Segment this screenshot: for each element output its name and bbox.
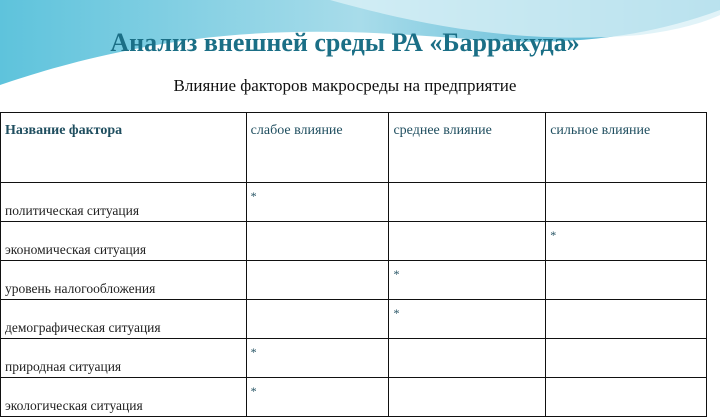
influence-mark <box>546 183 707 222</box>
influence-mark: * <box>389 261 546 300</box>
header-factor-name: Название фактора <box>1 113 247 183</box>
influence-mark <box>546 261 707 300</box>
table-row <box>1 378 707 417</box>
influence-mark <box>546 378 707 417</box>
influence-mark: * <box>246 183 389 222</box>
factors-table <box>0 112 707 417</box>
header-strong: сильное влияние <box>546 113 707 183</box>
header-weak: слабое влияние <box>246 113 389 183</box>
influence-mark: * <box>389 300 546 339</box>
influence-mark <box>389 378 546 417</box>
influence-mark <box>389 222 546 261</box>
table-row <box>1 222 707 261</box>
influence-mark <box>246 300 389 339</box>
page-title: Анализ внешней среды РА «Барракуда» <box>110 28 580 57</box>
influence-mark <box>389 183 546 222</box>
factor-name: демографическая ситуация <box>1 300 247 339</box>
factor-name: экономическая ситуация <box>1 222 247 261</box>
table-row <box>1 300 707 339</box>
influence-mark <box>246 222 389 261</box>
influence-mark <box>546 339 707 378</box>
header-medium: среднее влияние <box>389 113 546 183</box>
table-row <box>1 183 707 222</box>
factor-name: экологическая ситуация <box>1 378 247 417</box>
table-row <box>1 261 707 300</box>
factor-name: политическая ситуация <box>1 183 247 222</box>
table-caption: Влияние факторов макросреды на предприятие <box>173 76 517 95</box>
influence-mark: * <box>546 222 707 261</box>
influence-mark <box>246 261 389 300</box>
table-row <box>1 339 707 378</box>
factor-name: уровень налогообложения <box>1 261 247 300</box>
influence-mark: * <box>246 378 389 417</box>
factor-name: природная ситуация <box>1 339 247 378</box>
influence-mark <box>546 300 707 339</box>
table-header-row <box>1 113 707 183</box>
influence-mark: * <box>246 339 389 378</box>
influence-mark <box>389 339 546 378</box>
